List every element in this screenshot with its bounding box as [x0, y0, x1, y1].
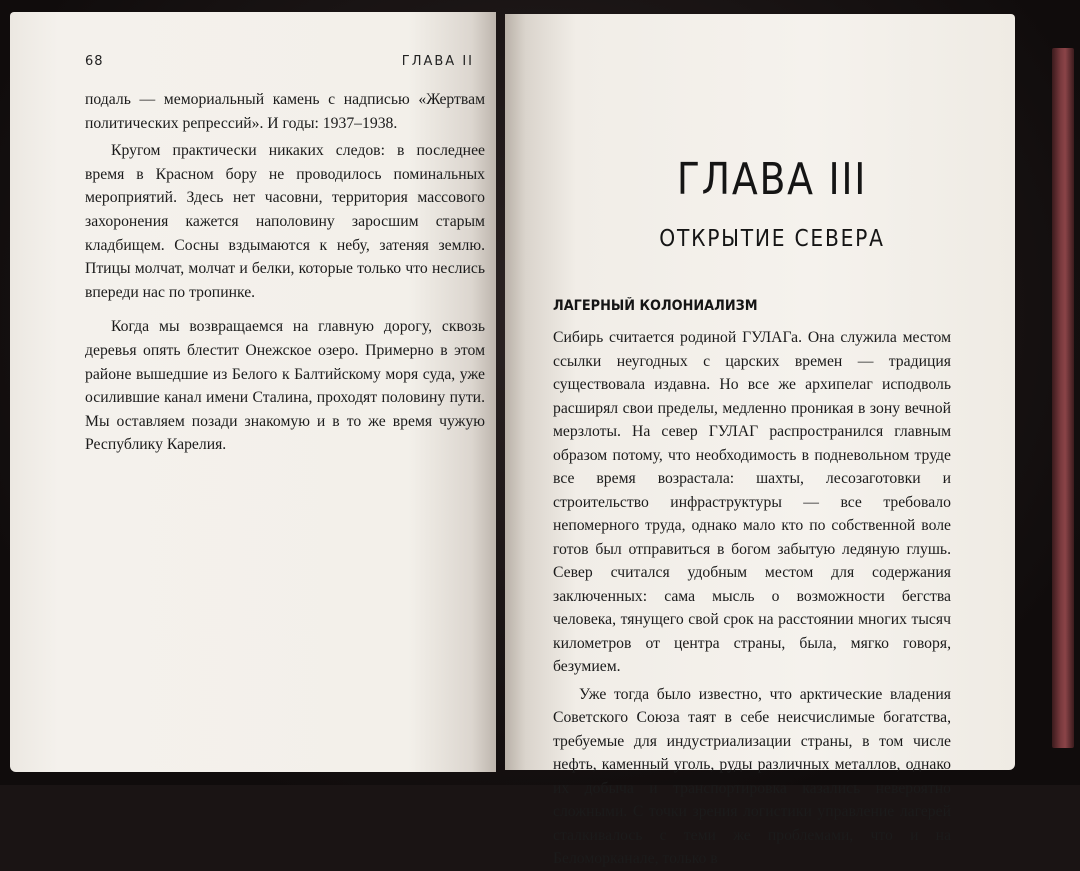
right-body-text — [553, 326, 951, 871]
section-heading: ЛАГЕРНЫЙ КОЛОНИАЛИЗМ — [553, 298, 758, 314]
chapter-title: ГЛАВА III — [676, 154, 868, 205]
left-page-number: 68 — [85, 54, 104, 69]
left-running-title: ГЛАВА II — [401, 54, 474, 69]
left-paragraph: Кругом практически никаких следов: в последнее время в Красном бору не проводилось поминальных мероприятий. Здесь нет часовни, территория массового захоронения кажется наполовину заросшим старым кладбищем. Сосны вздымаются к небу, затеняя землю. Птицы молчат, молчат и белки, которые только что неслись впереди нас по тропинке. — [85, 142, 485, 301]
right-page — [505, 14, 1015, 867]
chapter-subtitle: ОТКРЫТИЕ СЕВЕРА — [659, 226, 885, 252]
left-page — [10, 12, 496, 772]
left-paragraph: подаль — мемориальный камень с надписью «Жертвам политических репрессий». И годы: 1937–1938. — [85, 91, 485, 132]
right-paragraph: Сибирь считается родиной ГУЛАГа. Она служила местом ссылки неугодных с царских времен — традиция существовала издавна. Но все же архипелаг исподволь расширял свои пределы, медленно проникая в зону вечной мерзлоты. На север ГУЛАГ распространился главным образом потому, что необходимость в подневольном труде все время возрастала: шахты, лесозаготовки и строительство инфраструктуры — все требовало непомерного труда, однако мало кто по собственной воле готов был отправиться в богом забытую ледяную глушь. Север считался удобным местом для содержания заключенных: сама мысль о возможности бегства человека, тянущего свой срок на расстоянии многих тысяч километров от центра страны, была, мягко говоря, безумием. — [553, 329, 951, 675]
right-paragraph: Уже тогда было известно, что арктические владения Советского Союза таят в себе неисчислимые богатства, требуемые для индустриализации страны, в том числе нефть, каменный уголь, руды различных металлов, однако их добыча и транспортировка казались невероятно сложными. С точки зрения логистики управление лагерей сталкивалось с теми же проблемами, что и на Беломорканале, только в — [553, 685, 951, 867]
left-paragraph: Когда мы возвращаемся на главную дорогу, сквозь деревья опять блестит Онежское озеро. Примерно в этом районе вышедшие из Белого к Балтийскому моря суда, уже осилившие канал имени Сталина, проходят половину пути. Мы оставляем позади знакомую и в то же время чужую Республику Карелия. — [85, 318, 485, 454]
left-body-text — [85, 88, 485, 457]
book-cover-edge — [1052, 48, 1074, 748]
